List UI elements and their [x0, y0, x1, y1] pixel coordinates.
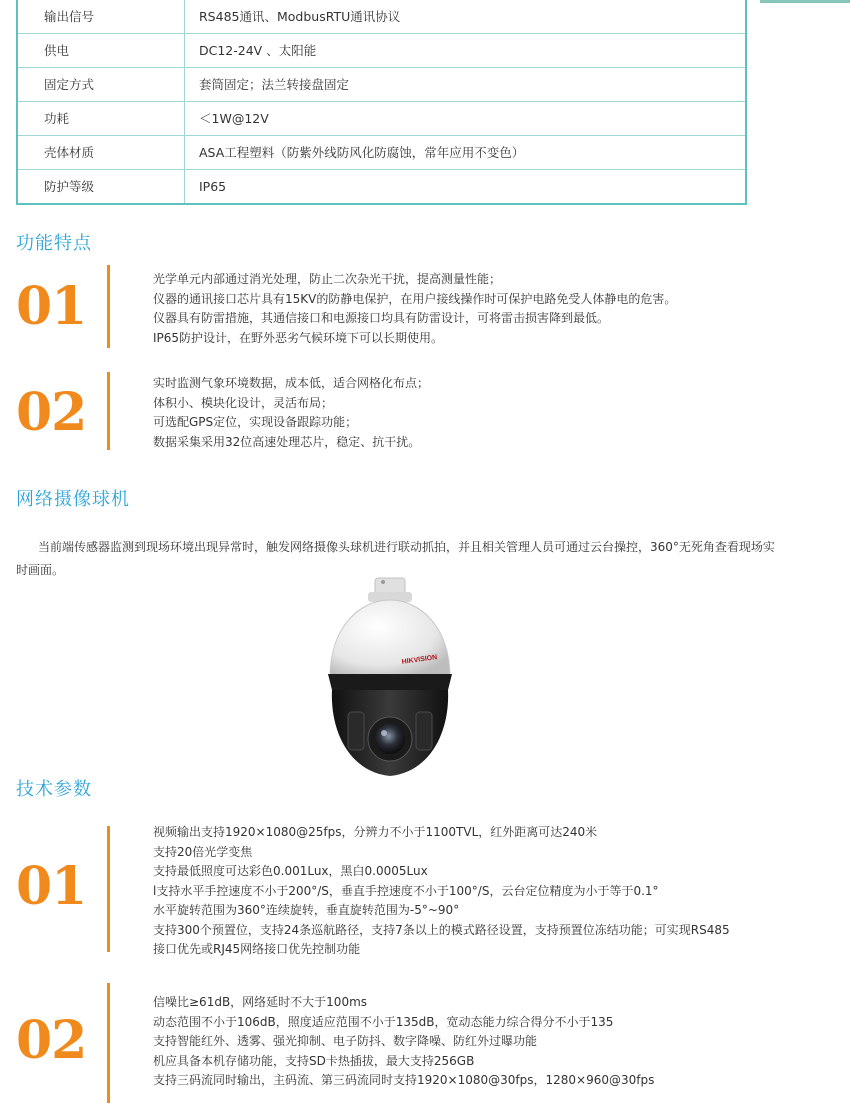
spec-row: [18, 33, 745, 67]
spec-row: [18, 67, 745, 101]
spec-label: 防护等级: [18, 170, 185, 203]
tech-line: 信噪比≥61dB，网络延时不大于100ms: [153, 995, 368, 1009]
spec-row: [18, 169, 745, 203]
tech-lines: [153, 823, 730, 960]
tech-line: 机应具备本机存储功能，支持SD卡热插拔，最大支持256GB: [153, 1053, 475, 1068]
spec-value: RS485通讯、ModbusRTU通讯协议: [199, 9, 401, 24]
feature-line: 光学单元内部通过消光处理，防止二次杂光干扰，提高测量性能；: [153, 272, 502, 286]
spec-label: 功耗: [18, 102, 185, 135]
camera-section-title: 网络摄像球机: [16, 489, 130, 510]
camera-intro-text: 当前端传感器监测到现场环境出现异常时，触发网络摄像头球机进行联动抓拍，并且相关管理人员可通过云台操控，360°无死角查看现场实时画面。: [16, 540, 775, 577]
spec-value: ＜1W@12V: [199, 111, 269, 126]
tech-line: 水平旋转范围为360°连续旋转，垂直旋转范围为-5°~90°: [153, 903, 460, 917]
feature-line: 实时监测气象环境数据，成本低，适合网格化布点；: [153, 376, 430, 390]
spec-value: DC12-24V 、太阳能: [199, 43, 317, 58]
feature-block-02: [16, 372, 836, 452]
spec-value: 套筒固定；法兰转接盘固定: [199, 77, 350, 92]
tech-line: 接口优先或RJ45网络接口优先控制功能: [153, 942, 361, 956]
tech-line: 支持300个预置位，支持24条巡航路径，支持7条以上的模式路径设置，支持预置位冻结功能；可实现RS485: [153, 922, 730, 937]
feature-divider: [107, 265, 110, 348]
tech-line: 支持20倍光学变焦: [153, 844, 253, 859]
spec-row: [18, 0, 745, 33]
tech-params-title: 技术参数: [16, 779, 92, 800]
tech-lines: [153, 993, 654, 1091]
tech-block-02: [16, 983, 836, 1103]
spec-label: 供电: [18, 34, 185, 67]
spec-value: IP65: [199, 179, 227, 194]
tech-block-01: [16, 826, 836, 954]
feature-lines: [153, 270, 676, 348]
tech-line: l支持水平手控速度不小于200°/S，垂直手控速度不小于100°/S，云台定位精度为小于等于0.1°: [153, 883, 659, 898]
tech-line: 支持最低照度可达彩色0.001Lux，黑白0.0005Lux: [153, 864, 428, 878]
feature-number: 02: [16, 382, 87, 443]
camera-brand-label: HIKVISION: [401, 654, 438, 666]
feature-divider: [107, 372, 110, 450]
tech-number: 01: [16, 856, 87, 917]
feature-lines: [153, 374, 429, 452]
feature-line: 数据采集采用32位高速处理芯片，稳定、抗干扰。: [153, 434, 421, 449]
spec-value: ASA工程塑料（防紫外线防风化防腐蚀，常年应用不变色）: [199, 145, 525, 160]
top-accent-line: [760, 0, 850, 3]
feature-line: 仪器具有防雷措施，其通信接口和电源接口均具有防雷设计，可将雷击损害降到最低。: [153, 311, 610, 325]
tech-number: 02: [16, 1010, 87, 1071]
spec-label: 壳体材质: [18, 136, 185, 169]
spec-label: 输出信号: [18, 0, 185, 33]
feature-block-01: [16, 265, 836, 350]
spec-table: [16, 0, 747, 205]
tech-divider: [107, 826, 110, 952]
feature-line: IP65防护设计，在野外恶劣气候环境下可以长期使用。: [153, 330, 444, 345]
spec-label: 固定方式: [18, 68, 185, 101]
tech-line: 动态范围不小于106dB，照度适应范围不小于135dB，宽动态能力综合得分不小于135: [153, 1014, 614, 1029]
spec-row: [18, 101, 745, 135]
feature-line: 可选配GPS定位，实现设备跟踪功能；: [153, 415, 358, 429]
dome-camera-image: [320, 572, 460, 782]
feature-number: 01: [16, 276, 87, 337]
tech-line: 视频输出支持1920×1080@25fps，分辨力不小于1100TVL，红外距离可达240米: [153, 825, 598, 839]
tech-divider: [107, 983, 110, 1103]
tech-line: 支持智能红外、透雾、强光抑制、电子防抖、数字降噪、防红外过曝功能: [153, 1034, 538, 1048]
feature-line: 仪器的通讯接口芯片具有15KV的防静电保护，在用户接线操作时可保护电路免受人体静电的危害。: [153, 291, 677, 306]
features-title: 功能特点: [16, 233, 92, 254]
spec-row: [18, 135, 745, 169]
feature-line: 体积小、模块化设计，灵活布局；: [153, 395, 334, 410]
tech-line: 支持三码流同时输出，主码流、第三码流同时支持1920×1080@30fps，1280×960@30fps: [153, 1073, 655, 1087]
